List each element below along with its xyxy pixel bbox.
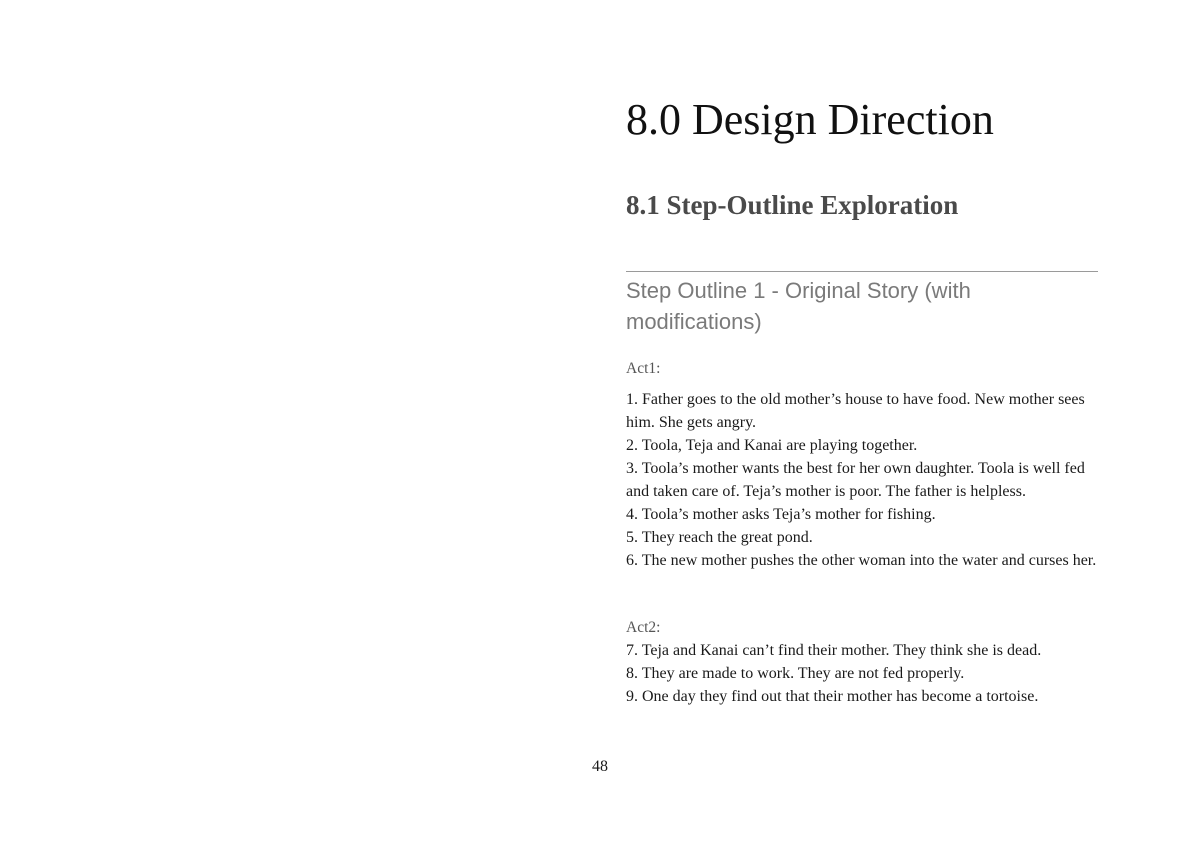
- step-item: 8. They are made to work. They are not fed properly.: [626, 665, 965, 682]
- section-title: 8.1 Step-Outline Exploration: [626, 190, 959, 220]
- step-item: 9. One day they find out that their mother has become a tortoise.: [626, 688, 1039, 705]
- step-item: 7. Teja and Kanai can’t find their mother. They think she is dead.: [626, 642, 1042, 659]
- section-divider: [626, 271, 1098, 272]
- step-item: 6. The new mother pushes the other woman into the water and curses her.: [626, 552, 1097, 569]
- step-item: 4. Toola’s mother asks Teja’s mother for fishing.: [626, 506, 936, 523]
- step-item: 2. Toola, Teja and Kanai are playing together.: [626, 437, 918, 454]
- step-item: 1. Father goes to the old mother’s house to have food. New mother sees him. She gets angry.: [626, 391, 1085, 431]
- act-2-steps: [626, 639, 1098, 708]
- step-item: 5. They reach the great pond.: [626, 529, 813, 546]
- step-item: 3. Toola’s mother wants the best for her own daughter. Toola is well fed and taken care of. Teja’s mother is poor. The father is helpless.: [626, 460, 1085, 500]
- outline-title: Step Outline 1 - Original Story (with modifications): [626, 278, 971, 334]
- page-number: 48: [592, 758, 608, 775]
- chapter-title: 8.0 Design Direction: [626, 95, 994, 144]
- act-1-label: Act1:: [626, 360, 661, 377]
- act-2-label: Act2:: [626, 619, 661, 636]
- act-1-steps: [626, 388, 1098, 572]
